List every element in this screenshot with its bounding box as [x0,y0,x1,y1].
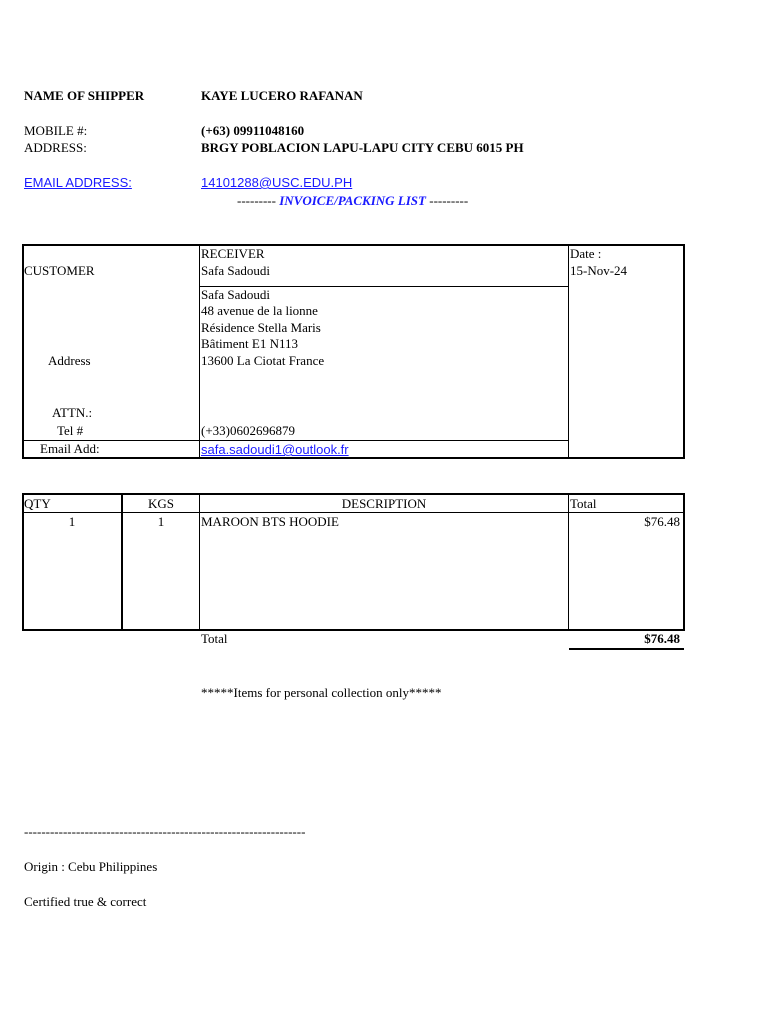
receiver-divider-1 [199,245,200,458]
shipper-address: BRGY POBLACION LAPU-LAPU CITY CEBU 6015 PH [201,140,524,155]
email-add-label: Email Add: [40,441,100,456]
total-label: Total [201,631,228,646]
receiver-email-link[interactable]: safa.sadoudi1@outlook.fr [201,442,349,457]
origin-text: Origin : Cebu Philippines [24,859,158,874]
title-right-dashes: --------- [429,193,469,208]
grand-total-underline [569,648,684,650]
mobile-number: (+63) 09911048160 [201,123,305,138]
receiver-name: Safa Sadoudi [201,263,270,278]
collection-note: *****Items for personal collection only***** [201,685,442,700]
row-description: MAROON BTS HOODIE [201,514,339,529]
address-line: Safa Sadoudi [201,287,270,302]
address-line: Bâtiment E1 N113 [201,336,299,351]
row-kgs: 1 [157,514,165,529]
items-col-divider-3 [568,494,569,630]
title-text: INVOICE/PACKING LIST [279,193,426,208]
certified-text: Certified true & correct [24,894,147,909]
mobile-label: MOBILE #: [24,123,88,138]
receiver-email-rule [199,440,569,441]
document-title [237,193,468,209]
row-qty: 1 [68,514,76,529]
title-left-dashes: --------- [237,193,276,208]
description-header: DESCRIPTION [341,496,427,511]
tel-label: Tel # [57,423,84,438]
row-total: $76.48 [644,514,680,529]
address-label: ADDRESS: [24,140,87,155]
receiver-address-label: Address [48,353,91,368]
shipper-email-link[interactable]: 14101288@USC.EDU.PH [201,175,353,190]
shipper-name-label: NAME OF SHIPPER [24,88,145,103]
attn-label: ATTN.: [52,405,93,420]
total-header: Total [570,496,597,511]
address-line: 13600 La Ciotat France [201,353,325,368]
address-line: Résidence Stella Maris [201,320,321,335]
customer-label: CUSTOMER [24,263,95,278]
receiver-divider-2 [568,245,569,458]
email-address-label: EMAIL ADDRESS: [24,175,132,190]
address-line: 48 avenue de la lionne [201,303,318,318]
kgs-header: KGS [147,496,174,511]
invoice-date: 15-Nov-24 [570,263,628,278]
receiver-label: RECEIVER [201,246,265,261]
items-header-rule [23,512,684,513]
signature-line: ----------------------------------------------------------------- [24,824,306,839]
grand-total: $76.48 [644,631,680,646]
shipper-name: KAYE LUCERO RAFANAN [201,88,363,103]
date-label: Date : [570,246,602,261]
receiver-tel: (+33)0602696879 [201,423,295,438]
qty-header: QTY [24,496,51,511]
items-col-divider-2 [199,494,200,630]
